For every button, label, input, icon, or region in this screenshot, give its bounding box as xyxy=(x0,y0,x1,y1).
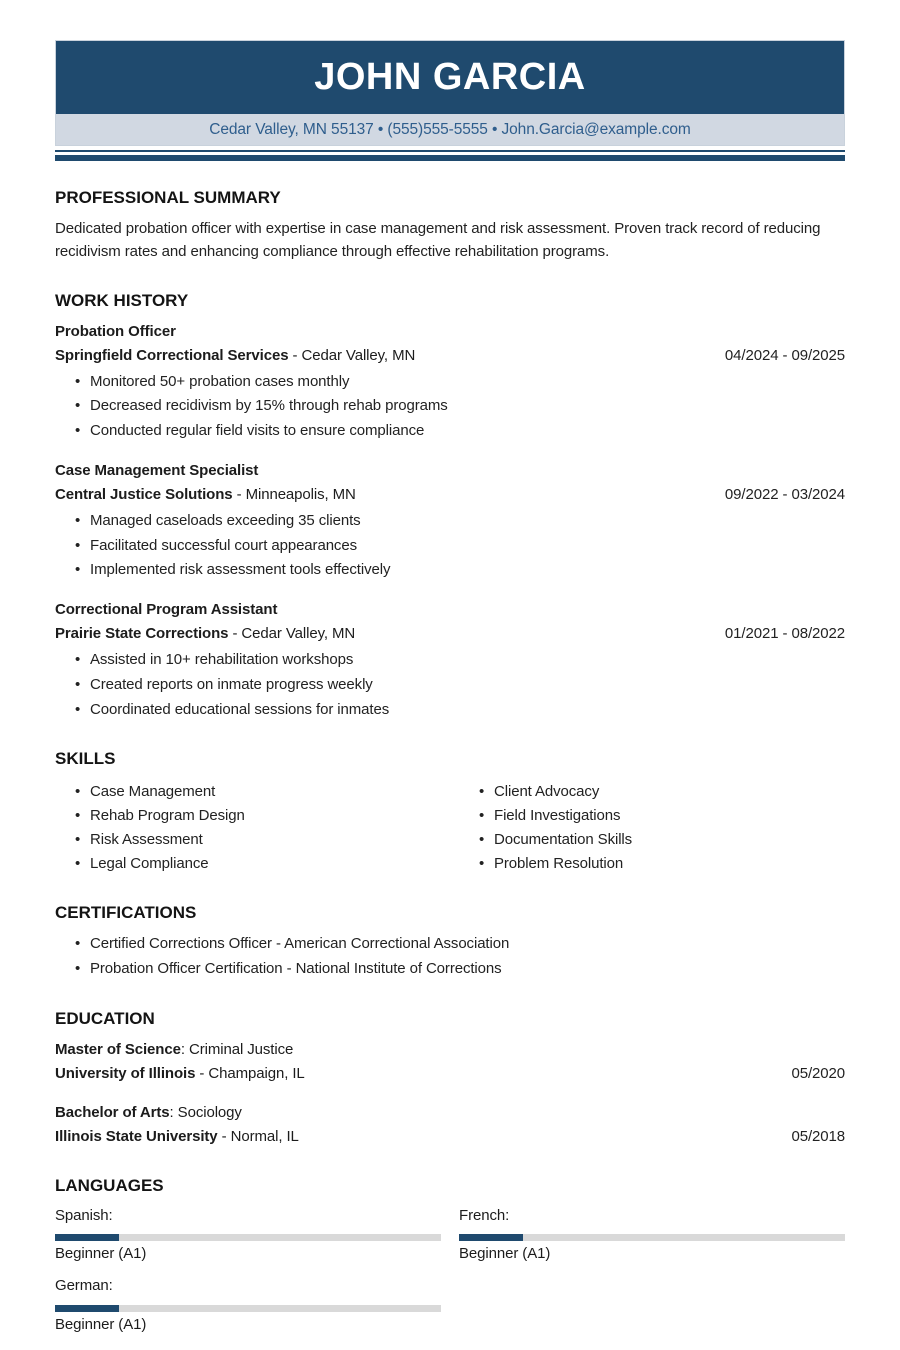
job-bullet: • Created reports on inmate progress weekly xyxy=(55,673,845,698)
job-entry xyxy=(55,459,845,583)
certification-item: • Probation Officer Certification - National Institute of Corrections xyxy=(55,957,845,982)
degree-name: Bachelor of Arts xyxy=(55,1103,170,1121)
language-progress-track xyxy=(459,1234,845,1241)
job-company: Prairie State Corrections xyxy=(55,625,229,642)
job-company-line xyxy=(55,483,845,507)
skill-item: • Case Management xyxy=(55,780,441,804)
language-entry xyxy=(55,1205,441,1263)
language-name: French: xyxy=(459,1206,510,1224)
certifications-list xyxy=(55,932,845,982)
school-location xyxy=(55,1062,305,1086)
certifications-heading: CERTIFICATIONS xyxy=(55,903,197,923)
job-bullet: • Assisted in 10+ rehabilitation workshops xyxy=(55,648,845,673)
job-company: Central Justice Solutions xyxy=(55,485,233,503)
degree-line xyxy=(55,1038,845,1062)
degree-field: : Sociology xyxy=(169,1103,242,1121)
job-location: - Cedar Valley, MN xyxy=(288,346,416,364)
header-separator xyxy=(55,150,845,161)
job-title: Case Management Specialist xyxy=(55,461,259,479)
language-level: Beginner (A1) xyxy=(55,1315,147,1333)
job-dates: 09/2022 - 03/2024 xyxy=(724,485,845,503)
job-location: - Minneapolis, MN xyxy=(232,485,356,503)
graduation-date: 05/2020 xyxy=(791,1064,845,1082)
school-city: - Normal, IL xyxy=(217,1127,299,1145)
job-company: Springfield Correctional Services xyxy=(55,346,289,364)
job-bullet: • Decreased recidivism by 15% through rehab programs xyxy=(55,394,845,419)
school-location xyxy=(55,1125,299,1149)
school-city: - Champaign, IL xyxy=(195,1064,305,1082)
job-bullet-list xyxy=(55,509,845,583)
job-dates: 01/2021 - 08/2022 xyxy=(724,625,845,642)
contact-info: Cedar Valley, MN 55137 • (555)555-5555 • John.Garcia@example.com xyxy=(209,120,691,138)
job-bullet-list xyxy=(55,370,845,444)
summary-text: Dedicated probation officer with expertise in case management and risk assessment. Proven track record of reducing recidivism rates and enhancing compliance through effective rehabilitation programs. xyxy=(55,220,821,261)
skills-heading: SKILLS xyxy=(55,749,116,769)
school-line xyxy=(55,1062,845,1086)
work-history-heading: WORK HISTORY xyxy=(55,290,189,310)
job-title: Correctional Program Assistant xyxy=(55,601,278,618)
language-progress-track xyxy=(55,1305,441,1312)
skill-item: • Problem Resolution xyxy=(459,852,845,876)
language-entry xyxy=(55,1275,441,1333)
job-title: Probation Officer xyxy=(55,322,176,340)
job-bullet: • Conducted regular field visits to ensure compliance xyxy=(55,419,845,444)
job-bullet: • Monitored 50+ probation cases monthly xyxy=(55,370,845,395)
job-bullet: • Facilitated successful court appearances xyxy=(55,534,845,559)
skills-columns xyxy=(55,778,845,876)
skill-item: • Rehab Program Design xyxy=(55,804,441,828)
skill-item: • Risk Assessment xyxy=(55,828,441,852)
language-progress-fill xyxy=(55,1234,119,1241)
skills-col-2 xyxy=(459,780,845,876)
job-bullet: • Implemented risk assessment tools effectively xyxy=(55,558,845,583)
name-banner xyxy=(55,40,845,114)
contact-bar xyxy=(55,114,845,146)
school-name: Illinois State University xyxy=(55,1127,218,1145)
language-level: Beginner (A1) xyxy=(459,1245,551,1263)
language-name: Spanish: xyxy=(55,1206,113,1224)
degree-name: Master of Science xyxy=(55,1040,181,1058)
languages-grid xyxy=(55,1205,845,1333)
skill-item: • Client Advocacy xyxy=(459,780,845,804)
job-dates: 04/2024 - 09/2025 xyxy=(724,346,845,364)
language-progress-fill xyxy=(459,1234,523,1241)
certification-item: • Certified Corrections Officer - American Correctional Association xyxy=(55,932,845,957)
graduation-date: 05/2018 xyxy=(791,1127,845,1145)
education-entry xyxy=(55,1101,845,1149)
degree-field: : Criminal Justice xyxy=(180,1040,294,1058)
job-company-location xyxy=(55,344,415,368)
skill-item: • Legal Compliance xyxy=(55,852,441,876)
language-entry xyxy=(459,1205,845,1263)
school-name: University of Illinois xyxy=(55,1064,196,1082)
candidate-name: JOHN GARCIA xyxy=(314,56,586,98)
job-bullet: • Coordinated educational sessions for inmates xyxy=(55,698,845,723)
job-company-line xyxy=(55,622,845,646)
job-location: - Cedar Valley, MN xyxy=(228,625,356,642)
language-progress-fill xyxy=(55,1305,119,1312)
job-entry xyxy=(55,320,845,444)
skill-item: • Field Investigations xyxy=(459,804,845,828)
language-progress-track xyxy=(55,1234,441,1241)
languages-heading: LANGUAGES xyxy=(55,1175,164,1195)
skills-col-1 xyxy=(55,780,441,876)
degree-line xyxy=(55,1101,845,1125)
job-bullet: • Managed caseloads exceeding 35 clients xyxy=(55,509,845,534)
skill-item: • Documentation Skills xyxy=(459,828,845,852)
job-company-location xyxy=(55,622,355,646)
job-company-line xyxy=(55,344,845,368)
language-name: German: xyxy=(55,1277,113,1295)
school-line xyxy=(55,1125,845,1149)
job-bullet-list xyxy=(55,648,845,722)
summary-heading: PROFESSIONAL SUMMARY xyxy=(55,188,281,207)
education-entry xyxy=(55,1038,845,1086)
job-company-location xyxy=(55,483,356,507)
language-level: Beginner (A1) xyxy=(55,1245,147,1263)
job-entry xyxy=(55,598,845,722)
education-heading: EDUCATION xyxy=(55,1008,155,1028)
